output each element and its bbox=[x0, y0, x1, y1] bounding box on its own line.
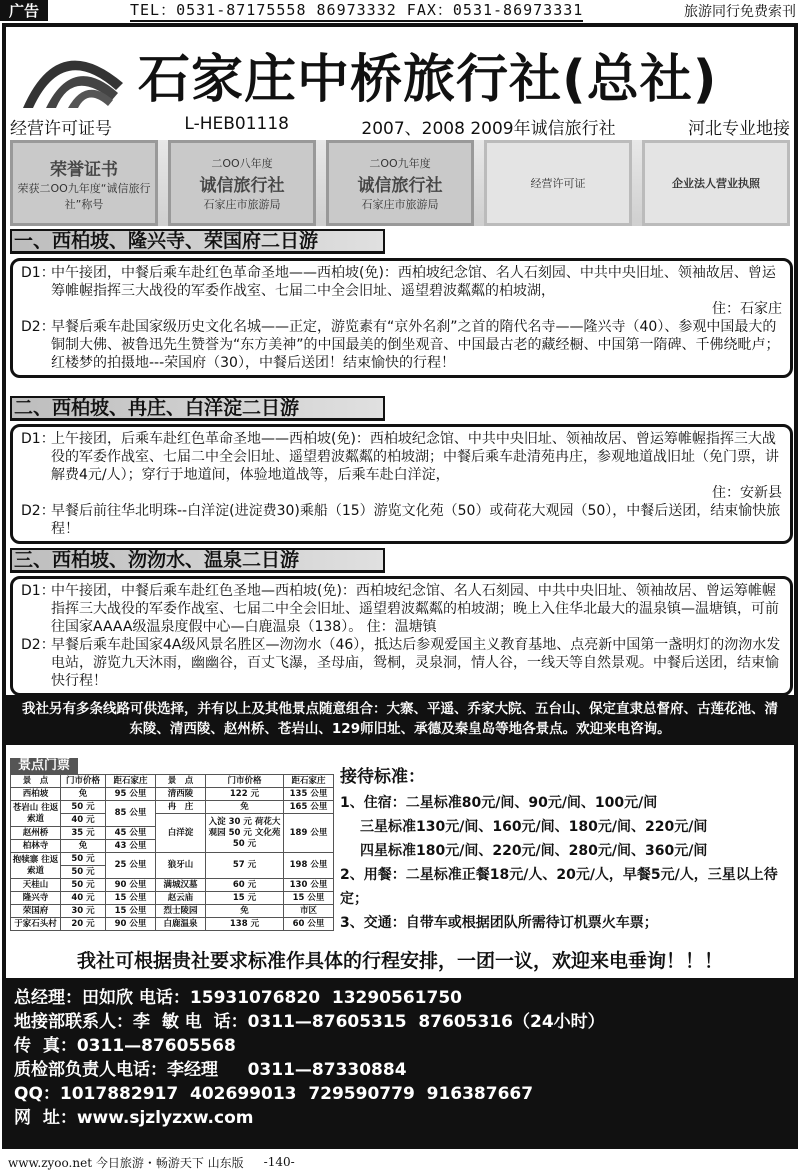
day-label: D1： bbox=[21, 431, 55, 447]
day-label: D2： bbox=[21, 637, 55, 653]
day-1 bbox=[21, 582, 782, 636]
license-line bbox=[10, 114, 790, 139]
cell: 苍岩山 往返索道 bbox=[11, 801, 61, 827]
cell: 189 公里 bbox=[284, 814, 334, 853]
table-header bbox=[11, 775, 334, 788]
contact-line: TEL：0531-87175558 86973332 FAX：0531-86973331 bbox=[130, 0, 583, 22]
contact-fax: 传 真：0311—87605568 bbox=[14, 1036, 236, 1056]
contact-website: 网 址：www.sjzlyzxw.com bbox=[14, 1108, 254, 1128]
standard-line: 2、用餐：二星标准正餐18元/人、20元/人，早餐5元/人，三星以上待定； bbox=[340, 867, 778, 907]
cell: 90 公里 bbox=[106, 918, 156, 931]
cert-title: 荣誉证书 bbox=[50, 159, 118, 180]
header-cell: 景 点 bbox=[156, 775, 206, 788]
route-box bbox=[10, 576, 793, 696]
certificate-business bbox=[642, 140, 790, 226]
standard-line: 四星标准180元/间、220元/间、280元/间、360元/间 bbox=[360, 843, 708, 859]
cell: 入淀 30 元 荷花大观园 50 元 文化苑 50 元 bbox=[206, 814, 284, 853]
cell: 冉 庄 bbox=[156, 801, 206, 814]
certificate-2008 bbox=[168, 140, 316, 226]
header-cell: 距石家庄 bbox=[284, 775, 334, 788]
cell: 15 公里 bbox=[106, 892, 156, 905]
cell: 柏林寺 bbox=[11, 840, 61, 853]
day-text: 上午接团，后乘车赴红色革命圣地——西柏坡(免)：西柏坡纪念馆、中共中央旧址、领袖故居、曾运筹帷幄指挥三大战役的军委作战室、七届二中全会旧址、遥望碧波粼粼的柏坡湖；中餐后乘车赴清苑冉庄，参观地道战旧址（免门票，讲解费4元/人）；穿行于地道间，体验地道战等，后乘车赴白洋淀， bbox=[51, 431, 779, 483]
page-footer bbox=[0, 1152, 800, 1172]
day-1 bbox=[21, 264, 782, 318]
cell: 于家石头村 bbox=[11, 918, 61, 931]
cell: 50 元 bbox=[61, 866, 106, 879]
cell: 40 元 bbox=[61, 892, 106, 905]
route-heading: 二、西柏坡、冉庄、白洋淀二日游 bbox=[10, 396, 385, 421]
contact-manager: 总经理：田如欣 电话：15931076820 13290561750 bbox=[14, 988, 462, 1008]
day-label: D2： bbox=[21, 503, 55, 519]
company-title: 石家庄中桥旅行社(总社) bbox=[138, 49, 718, 110]
contact-section bbox=[6, 978, 794, 1146]
cert-title: 经营许可证 bbox=[530, 177, 586, 190]
cell: 免 bbox=[206, 905, 284, 918]
cell: 165 公里 bbox=[284, 801, 334, 814]
stay-text: 住：安新县 bbox=[712, 485, 782, 501]
honor-text: 2007、2008 2009年诚信旅行社 bbox=[361, 119, 616, 139]
cert-year: 二OO八年度 bbox=[211, 156, 273, 170]
cert-title: 诚信旅行社 bbox=[199, 175, 285, 196]
cell: 50 元 bbox=[61, 879, 106, 892]
cell: 赵州桥 bbox=[11, 827, 61, 840]
cell: 57 元 bbox=[206, 853, 284, 879]
footer-site: www.zyoo.net 今日旅游・畅游天下 山东版 bbox=[8, 1155, 244, 1170]
cell: 130 公里 bbox=[284, 879, 334, 892]
cell: 20 元 bbox=[61, 918, 106, 931]
license-number: L-HEB01118 bbox=[184, 114, 289, 134]
cell: 白鹿温泉 bbox=[156, 918, 206, 931]
stay-text: 住：温塘镇 bbox=[366, 619, 437, 635]
header bbox=[18, 34, 788, 114]
cert-year: 二OO九年度 bbox=[369, 156, 431, 170]
standard-line: 1、住宿：二星标准80元/间、90元/间、100元/间 bbox=[340, 795, 658, 811]
day-text: 早餐后乘车赴国家4A级风景名胜区—沕沕水（46），抵达后参观爱国主义教育基地、点亮新中国第一盏明灯的沕沕水发电站，游览九天沐雨，幽幽谷，百丈飞瀑，圣母庙，鸳桐，灵泉洞，情人谷，一线天等自然景观。中餐后送团，结束愉快行程！ bbox=[51, 637, 781, 689]
table-row bbox=[11, 788, 334, 801]
index-label: 旅游同行免费索刊 bbox=[684, 3, 796, 20]
cell: 白洋淀 bbox=[156, 814, 206, 853]
route-heading: 一、西柏坡、隆兴寺、荣国府二日游 bbox=[10, 229, 385, 254]
specialty-text: 河北专业地接 bbox=[688, 119, 790, 139]
cell: 免 bbox=[61, 788, 106, 801]
table-row bbox=[11, 905, 334, 918]
cell: 43 公里 bbox=[106, 840, 156, 853]
cert-issuer: 石家庄市旅游局 bbox=[203, 197, 281, 211]
slogan: 我社可根据贵社要求标准作具体的行程安排，一团一议，欢迎来电垂询！！！ bbox=[76, 950, 723, 972]
contact-reception: 地接部联系人：李 敏 电 话：0311—87605315 87605316（24小时） bbox=[14, 1012, 605, 1032]
cell: 85 公里 bbox=[106, 801, 156, 827]
day-label: D2： bbox=[21, 319, 55, 335]
day-text: 早餐后前往华北明珠--白洋淀(进淀费30)乘船（15）游览文化苑（50）或荷花大观园（50），中餐后送团，结束愉快旅程！ bbox=[51, 503, 781, 537]
cell: 122 元 bbox=[206, 788, 284, 801]
reception-standards bbox=[340, 765, 790, 935]
header-cell: 景 点 bbox=[11, 775, 61, 788]
day-2 bbox=[21, 636, 782, 690]
cell: 60 元 bbox=[206, 879, 284, 892]
cell: 138 元 bbox=[206, 918, 284, 931]
header-cell: 门市价格 bbox=[61, 775, 106, 788]
cell: 市区 bbox=[284, 905, 334, 918]
cell: 135 公里 bbox=[284, 788, 334, 801]
day-label: D1： bbox=[21, 583, 55, 599]
cell: 50 元 bbox=[61, 801, 106, 814]
table-row bbox=[11, 918, 334, 931]
cell: 30 元 bbox=[61, 905, 106, 918]
cell: 45 公里 bbox=[106, 827, 156, 840]
ticket-price-table bbox=[10, 774, 334, 931]
stay-text: 住：石家庄 bbox=[712, 301, 782, 317]
cell: 198 公里 bbox=[284, 853, 334, 879]
contact-quality: 质检部负责人电话：李经理 0311—87330884 bbox=[14, 1060, 407, 1080]
cell: 清西陵 bbox=[156, 788, 206, 801]
cell: 15 元 bbox=[206, 892, 284, 905]
license-label: 经营许可证号 bbox=[10, 119, 112, 139]
day-2 bbox=[21, 318, 782, 372]
standard-line: 三星标准130元/间、160元/间、180元/间、220元/间 bbox=[360, 819, 708, 835]
contact-qq: QQ：1017882917 402699013 729590779 916387667 bbox=[14, 1084, 534, 1104]
cell: 50 元 bbox=[61, 853, 106, 866]
day-2 bbox=[21, 502, 782, 538]
other-routes-notice: 我社另有多条线路可供选择，并有以上及其他景点随意组合：大寨、平遥、乔家大院、五台山、保定直隶总督府、古莲花池、清东陵、清西陵、赵州桥、苍岩山、129师旧址、承德及秦皇岛等地各景点。欢迎来电咨询。 bbox=[6, 695, 794, 745]
cell: 满城汉墓 bbox=[156, 879, 206, 892]
table-row bbox=[11, 879, 334, 892]
ad-label: 广告 bbox=[0, 0, 48, 21]
certificate-license bbox=[484, 140, 632, 226]
table-row bbox=[11, 801, 334, 814]
page-number: -140- bbox=[263, 1155, 295, 1169]
route-heading: 三、西柏坡、沕沕水、温泉二日游 bbox=[10, 548, 385, 573]
cell: 35 元 bbox=[61, 827, 106, 840]
table-row bbox=[11, 853, 334, 866]
table-row bbox=[11, 892, 334, 905]
day-1 bbox=[21, 430, 782, 502]
header-cell: 门市价格 bbox=[206, 775, 284, 788]
day-text: 中午接团，中餐后乘车赴红色圣地—西柏坡(免)：西柏坡纪念馆、名人石刻园、中共中央旧址、领袖故居、曾运筹帷幄指挥三大战役的军委作战室、七届二中全会旧址、遥望碧波粼粼的柏坡湖；晚上入住华北最大的温泉镇—温塘镇，可前往国家AAAA级温泉度假中心—白鹿温泉（138）。 bbox=[51, 583, 779, 635]
route-box bbox=[10, 424, 793, 544]
cell: 狼牙山 bbox=[156, 853, 206, 879]
cell: 40 元 bbox=[61, 814, 106, 827]
cell: 荣国府 bbox=[11, 905, 61, 918]
route-box bbox=[10, 258, 793, 378]
cell: 25 公里 bbox=[106, 853, 156, 879]
cert-text: 荣获二OO九年度“诚信旅行社”称号 bbox=[17, 181, 151, 211]
cell: 60 公里 bbox=[284, 918, 334, 931]
cell: 隆兴寺 bbox=[11, 892, 61, 905]
cert-title: 企业法人营业执照 bbox=[672, 177, 760, 190]
day-text: 早餐后乘车赴国家级历史文化名城——正定，游览素有“京外名刹”之首的隋代名寺——隆兴寺（40）、参观中国最大的铜制大佛、被鲁迅先生赞誉为“东方美神”的中国最美的倒坐观音、中国最古老的藏经橱、中国第一隋碑、千佛绕毗卢；红楼梦的拍摄地---荣国府（30），中餐后送团！结束愉快的行程！ bbox=[51, 319, 780, 371]
ticket-table-title: 景点门票 bbox=[10, 758, 78, 774]
top-bar bbox=[0, 0, 800, 21]
cell: 抱犊寨 往返索道 bbox=[11, 853, 61, 879]
cell: 西柏坡 bbox=[11, 788, 61, 801]
standard-line: 3、交通：自带车或根据团队所需待订机票火车票； bbox=[340, 915, 658, 931]
cell: 烈士陵园 bbox=[156, 905, 206, 918]
certificate-2009 bbox=[326, 140, 474, 226]
cell: 95 公里 bbox=[106, 788, 156, 801]
cell: 免 bbox=[61, 840, 106, 853]
standards-title: 接待标准： bbox=[340, 767, 425, 787]
arch-logo-icon bbox=[18, 38, 128, 110]
day-text: 中午接团，中餐后乘车赴红色革命圣地——西柏坡(免)：西柏坡纪念馆、名人石刻园、中共中央旧址、领袖故居、曾运筹帷幄指挥三大战役的军委作战室、七届二中全会旧址、遥望碧波粼粼的柏坡湖， bbox=[51, 265, 776, 299]
cell: 赵云庙 bbox=[156, 892, 206, 905]
cert-issuer: 石家庄市旅游局 bbox=[361, 197, 439, 211]
cell: 90 公里 bbox=[106, 879, 156, 892]
cell: 15 公里 bbox=[106, 905, 156, 918]
cell: 15 公里 bbox=[284, 892, 334, 905]
cert-title: 诚信旅行社 bbox=[357, 175, 443, 196]
header-cell: 距石家庄 bbox=[106, 775, 156, 788]
cell: 免 bbox=[206, 801, 284, 814]
day-label: D1： bbox=[21, 265, 55, 281]
certificates bbox=[10, 140, 790, 226]
cell: 天桂山 bbox=[11, 879, 61, 892]
certificate-honor bbox=[10, 140, 158, 226]
